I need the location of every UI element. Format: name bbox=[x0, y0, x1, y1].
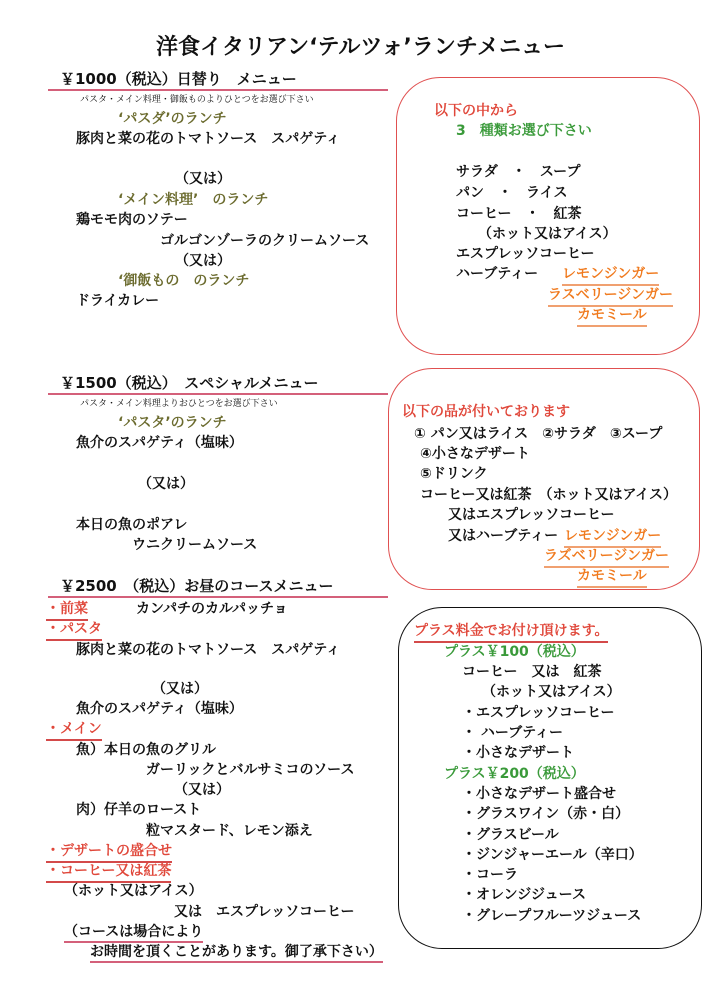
box1-item-1: サラダ ・ スープ bbox=[456, 164, 581, 180]
menu2500-divider bbox=[48, 596, 388, 598]
box2-tea-1: レモンジンガー bbox=[564, 527, 661, 548]
box3-title: プラス料金でお付け頂けます。 bbox=[414, 622, 608, 643]
menu1000-note: パスタ・メイン料理・御飯ものよりひとつをお選び下さい bbox=[80, 95, 314, 105]
box1-item-5: エスプレッソコーヒー bbox=[456, 246, 595, 262]
menu2500-main-2: ガーリックとバルサミコのソース bbox=[146, 762, 355, 778]
menu2500-header: ￥2500 （税込）お昼のコースメニュー bbox=[60, 577, 334, 595]
menu2500-pasta-2: 魚介のスパゲティ（塩味） bbox=[76, 701, 243, 717]
box1-item-4: （ホット又はアイス） bbox=[478, 226, 617, 242]
box2-item-3: ⑤ドリンク bbox=[420, 466, 488, 482]
menu1500-fish-1: 本日の魚のポアレ bbox=[76, 517, 188, 533]
menu1500-pasta-label: ‘パスタ’のランチ bbox=[118, 415, 227, 431]
box2-line-1: 以下の品が付いております bbox=[402, 404, 570, 420]
menu2500-cat-dessert: ・デザートの盛合せ bbox=[46, 842, 172, 863]
menu2500-main-1: 魚）本日の魚のグリル bbox=[76, 742, 216, 758]
box3-p200-item-4: ・ジンジャーエール（辛口） bbox=[462, 847, 643, 863]
menu2500-note-2: お時間を頂くことがあります。御了承下さい） bbox=[90, 943, 383, 963]
menu2500-cat-appetizer: ・前菜 bbox=[46, 600, 88, 621]
box3-p200-item-2: ・グラスワイン（赤・白） bbox=[462, 806, 630, 822]
menu2500-main-4: 粒マスタード、レモン添え bbox=[146, 823, 313, 839]
box3-p100-item-2: （ホット又はアイス） bbox=[482, 684, 621, 700]
box1-tea-3: カモミール bbox=[577, 306, 647, 327]
menu2500-drink-1: （ホット又はアイス） bbox=[64, 883, 203, 899]
menu1000-rice-label: ‘御飯もの のランチ bbox=[118, 273, 250, 289]
menu1000-or-1: （又は） bbox=[175, 171, 231, 187]
box3-p100-item-4: ・ ハーブティー bbox=[462, 725, 564, 741]
box3-p100-item-5: ・小さなデザート bbox=[462, 745, 574, 761]
menu1000-rice-dish: ドライカレー bbox=[76, 293, 160, 309]
box2-tea-2: ラズベリージンガー bbox=[544, 547, 669, 568]
box2-item-2: ④小さなデザート bbox=[420, 446, 530, 462]
box2-item-6: 又はハーブティー bbox=[448, 528, 559, 544]
box2-item-5: 又はエスプレッソコーヒー bbox=[448, 507, 615, 523]
menu1000-main-dish-2: ゴルゴンゾーラのクリームソース bbox=[160, 233, 370, 249]
box3-plus100-header: プラス￥100（税込） bbox=[444, 644, 585, 660]
menu2500-or-2: （又は） bbox=[174, 782, 230, 798]
box3-p200-item-5: ・コーラ bbox=[462, 867, 518, 883]
box3-p100-item-3: ・エスプレッソコーヒー bbox=[462, 705, 615, 721]
menu1000-header: ￥1000（税込）日替り メニュー bbox=[60, 70, 297, 88]
box1-item-6: ハーブティー bbox=[456, 266, 539, 282]
box1-item-3: コーヒー ・ 紅茶 bbox=[456, 206, 582, 222]
menu2500-main-3: 肉）仔羊のロースト bbox=[76, 802, 202, 818]
menu1000-or-2: （又は） bbox=[175, 253, 231, 269]
box1-item-2: パン ・ ライス bbox=[456, 185, 568, 201]
menu1500-note: パスタ・メイン料理よりおひとつをお選び下さい bbox=[80, 399, 278, 409]
box1-line-1: 以下の中から bbox=[434, 103, 518, 119]
menu2500-cat-pasta: ・パスタ bbox=[46, 620, 102, 641]
menu2500-appetizer-dish: カンパチのカルパッチョ bbox=[136, 601, 288, 617]
menu1500-pasta-dish: 魚介のスパゲティ（塩味） bbox=[76, 435, 243, 451]
box3-p200-item-7: ・グレープフルーツジュース bbox=[462, 908, 642, 924]
menu1000-divider bbox=[48, 89, 388, 91]
menu1000-pasta-label: ‘パスダ’のランチ bbox=[118, 111, 227, 127]
box2-item-4: コーヒー又は紅茶 （ホット又はアイス） bbox=[420, 487, 678, 503]
menu1500-header: ￥1500（税込） スペシャルメニュー bbox=[60, 374, 319, 392]
menu2500-cat-main: ・メイン bbox=[46, 720, 102, 741]
menu2500-pasta-1: 豚肉と菜の花のトマトソース スパゲティ bbox=[76, 642, 341, 658]
box2-item-1: ① パン又はライス ②サラダ ③スープ bbox=[414, 426, 663, 442]
menu1000-pasta-dish: 豚肉と菜の花のトマトソース スパゲティ bbox=[76, 131, 341, 147]
box1-tea-1: レモンジンガー bbox=[562, 265, 659, 286]
menu2500-cat-drink: ・コーヒー又は紅茶 bbox=[46, 862, 171, 883]
menu1000-main-label: ‘メイン料理’ のランチ bbox=[118, 192, 269, 208]
box3-p200-item-6: ・オレンジジュース bbox=[462, 887, 586, 903]
menu1500-fish-2: ウニクリームソース bbox=[132, 537, 258, 553]
box1-line-2: 3 種類お選び下さい bbox=[456, 123, 592, 139]
box1-tea-2: ラスベリージンガー bbox=[548, 286, 673, 307]
menu1500-divider bbox=[48, 393, 388, 395]
box3-plus200-header: プラス￥200（税込） bbox=[444, 766, 585, 782]
menu2500-drink-2: 又は エスプレッソコーヒー bbox=[174, 904, 355, 920]
menu2500-or-1: （又は） bbox=[152, 681, 208, 697]
box3-p200-item-1: ・小さなデザート盛合せ bbox=[462, 786, 616, 802]
menu1000-main-dish-1: 鶏モモ肉のソテー bbox=[76, 212, 188, 228]
box3-p200-item-3: ・グラスビール bbox=[462, 827, 559, 843]
menu2500-note-1: （コースは場合により bbox=[64, 923, 203, 943]
box3-p100-item-1: コーヒー 又は 紅茶 bbox=[462, 664, 602, 680]
menu1500-or: （又は） bbox=[138, 476, 194, 492]
page-title: 洋食イタリアン‘テルツォ’ランチメニュー bbox=[156, 35, 565, 60]
box2-tea-3: カモミール bbox=[577, 567, 647, 588]
